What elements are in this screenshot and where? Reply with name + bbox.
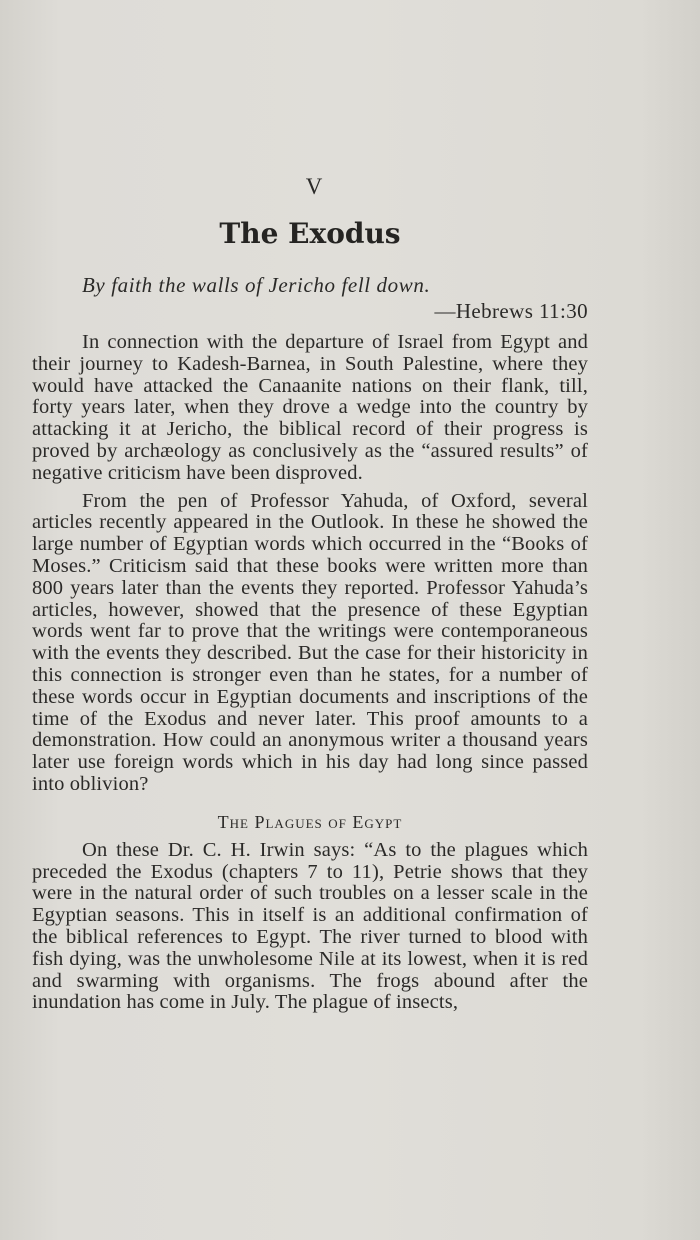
- chapter-title: The Exodus: [219, 217, 401, 250]
- paragraph-departure: In connection with the departure of Israel from Egypt and their journey to Kadesh-Barnea, in South Palestine, where they would have attacked the Canaanite nations on their flank, till, forty years later, when they drove a wedge into the country by attacking it at Jericho, the biblical record of their progress is proved by archæology as conclusively as the “assured results” of negative criticism have been disproved.: [32, 331, 588, 484]
- page-text: [32, 172, 588, 1014]
- epigraph: [32, 272, 588, 324]
- paragraph-yahuda: From the pen of Professor Yahuda, of Oxford, several articles recently appeared in the Outlook. In these he showed the large number of Egyptian words which occurred in the “Books of Moses.” Criticism said that these books were written more than 800 years later than the events they reported. Professor Yahuda’s articles, however, showed that the presence of these Egyptian words went far to prove that the writings were contemporaneous with the events they described. But the case for their historicity in this connection is stronger even than he states, for a number of these words occur in Egyptian documents and inscriptions of the time of the Exodus and never later. This proof amounts to a demonstration. How could an anonymous writer a thousand years later use foreign words which in his day had long since passed into oblivion?: [32, 489, 588, 795]
- paragraph-plagues: On these Dr. C. H. Irwin says: “As to the plagues which preceded the Exodus (chapters 7 to 11), Petrie shows that they were in the natural order of such troubles on a lesser scale in the Egyptian seasons. This in itself is an additional confirmation of the biblical references to Egypt. The river turned to blood with fish dying, was the unwholesome Nile at its lowest, when it is red and swarming with organisms. The frogs abound after the inundation has come in July. The plague of insects,: [32, 838, 588, 1014]
- epigraph-source: —Hebrews 11:30: [434, 299, 588, 323]
- section-heading: The Plagues of Egypt: [217, 811, 403, 832]
- chapter-number: V: [305, 174, 323, 199]
- epigraph-quote: By faith the walls of Jericho fell down.: [82, 273, 431, 297]
